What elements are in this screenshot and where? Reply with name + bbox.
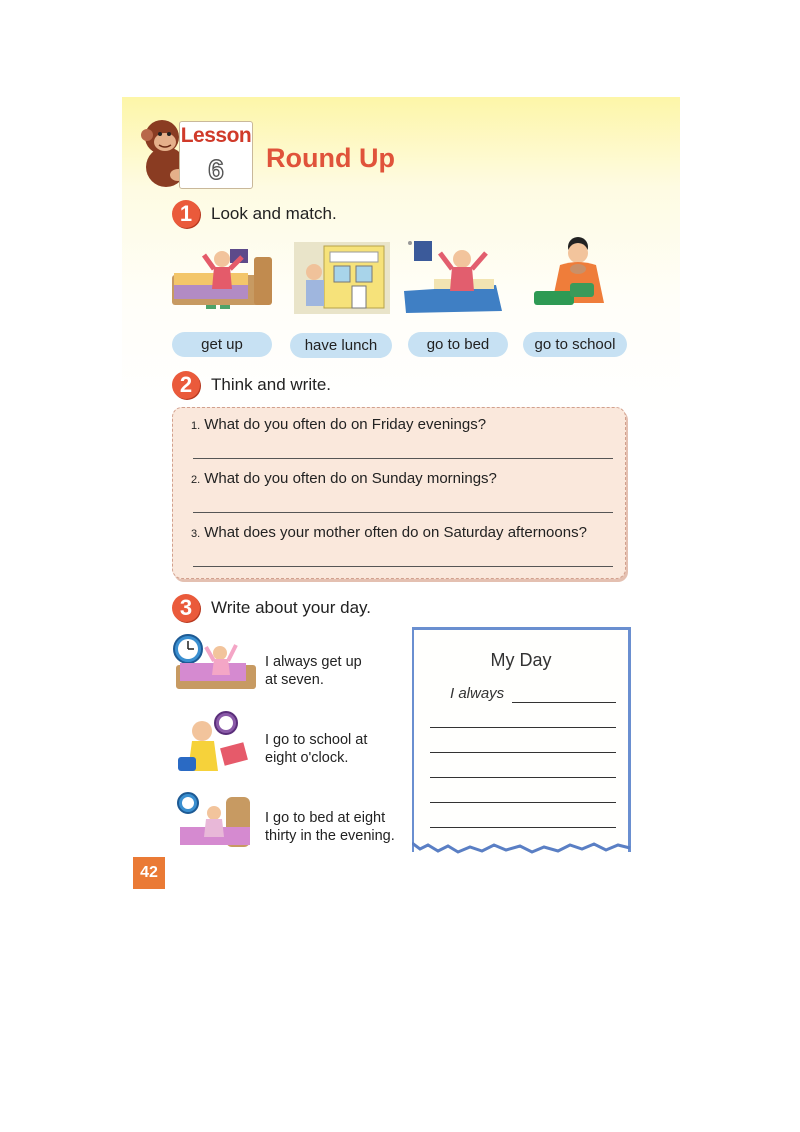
my-day-line-4[interactable] <box>430 777 616 778</box>
boy-waking-in-bed-picture <box>404 235 504 315</box>
my-day-title: My Day <box>490 650 552 670</box>
girl-getting-up-picture <box>172 631 260 705</box>
section-3-title: Write about your day. <box>211 598 372 617</box>
boy-stretching-in-bed-picture <box>170 237 276 317</box>
label-go-to-school[interactable]: go to school <box>523 332 627 357</box>
page-title: Round Up <box>266 143 395 173</box>
question-1: 1. What do you often do on Friday evenings? <box>191 416 487 433</box>
question-3: 3. What does your mother often do on Saturday afternoons? <box>191 524 587 541</box>
statement-3: I go to bed at eight thirty in the evening. <box>265 810 395 844</box>
section-2-number: 2 <box>172 371 200 399</box>
lesson-badge <box>179 121 253 189</box>
lesson-word: Lesson <box>180 124 252 147</box>
torn-paper-edge <box>412 839 632 859</box>
questions-box <box>172 407 626 579</box>
answer-line-2[interactable] <box>193 512 613 513</box>
section-1-number: 1 <box>172 200 200 228</box>
my-day-line-2[interactable] <box>430 727 616 728</box>
boy-eating-picture <box>524 233 620 313</box>
statement-2: I go to school at eight o'clock. <box>265 732 368 766</box>
page-number: 42 <box>133 857 165 889</box>
label-have-lunch[interactable]: have lunch <box>290 333 392 358</box>
my-day-line-3[interactable] <box>430 752 616 753</box>
answer-line-1[interactable] <box>193 458 613 459</box>
label-go-to-bed[interactable]: go to bed <box>408 332 508 357</box>
section-2-title: Think and write. <box>211 375 331 394</box>
section-3-number: 3 <box>172 594 200 622</box>
boy-at-school-picture <box>294 242 390 314</box>
statement-1: I always get up at seven. <box>265 654 362 688</box>
question-2: 2. What do you often do on Sunday mornings? <box>191 470 497 487</box>
girl-going-to-bed-picture <box>174 791 256 857</box>
section-1-title: Look and match. <box>211 204 337 223</box>
answer-line-3[interactable] <box>193 566 613 567</box>
my-day-line-1[interactable] <box>512 702 616 703</box>
my-day-card <box>412 627 631 852</box>
label-get-up[interactable]: get up <box>172 332 272 357</box>
my-day-line-6[interactable] <box>430 827 616 828</box>
lesson-number: 6 <box>208 154 224 185</box>
my-day-line-5[interactable] <box>430 802 616 803</box>
my-day-starter: I always <box>450 685 505 702</box>
girl-going-to-school-picture <box>174 709 254 781</box>
textbook-page <box>122 97 680 911</box>
